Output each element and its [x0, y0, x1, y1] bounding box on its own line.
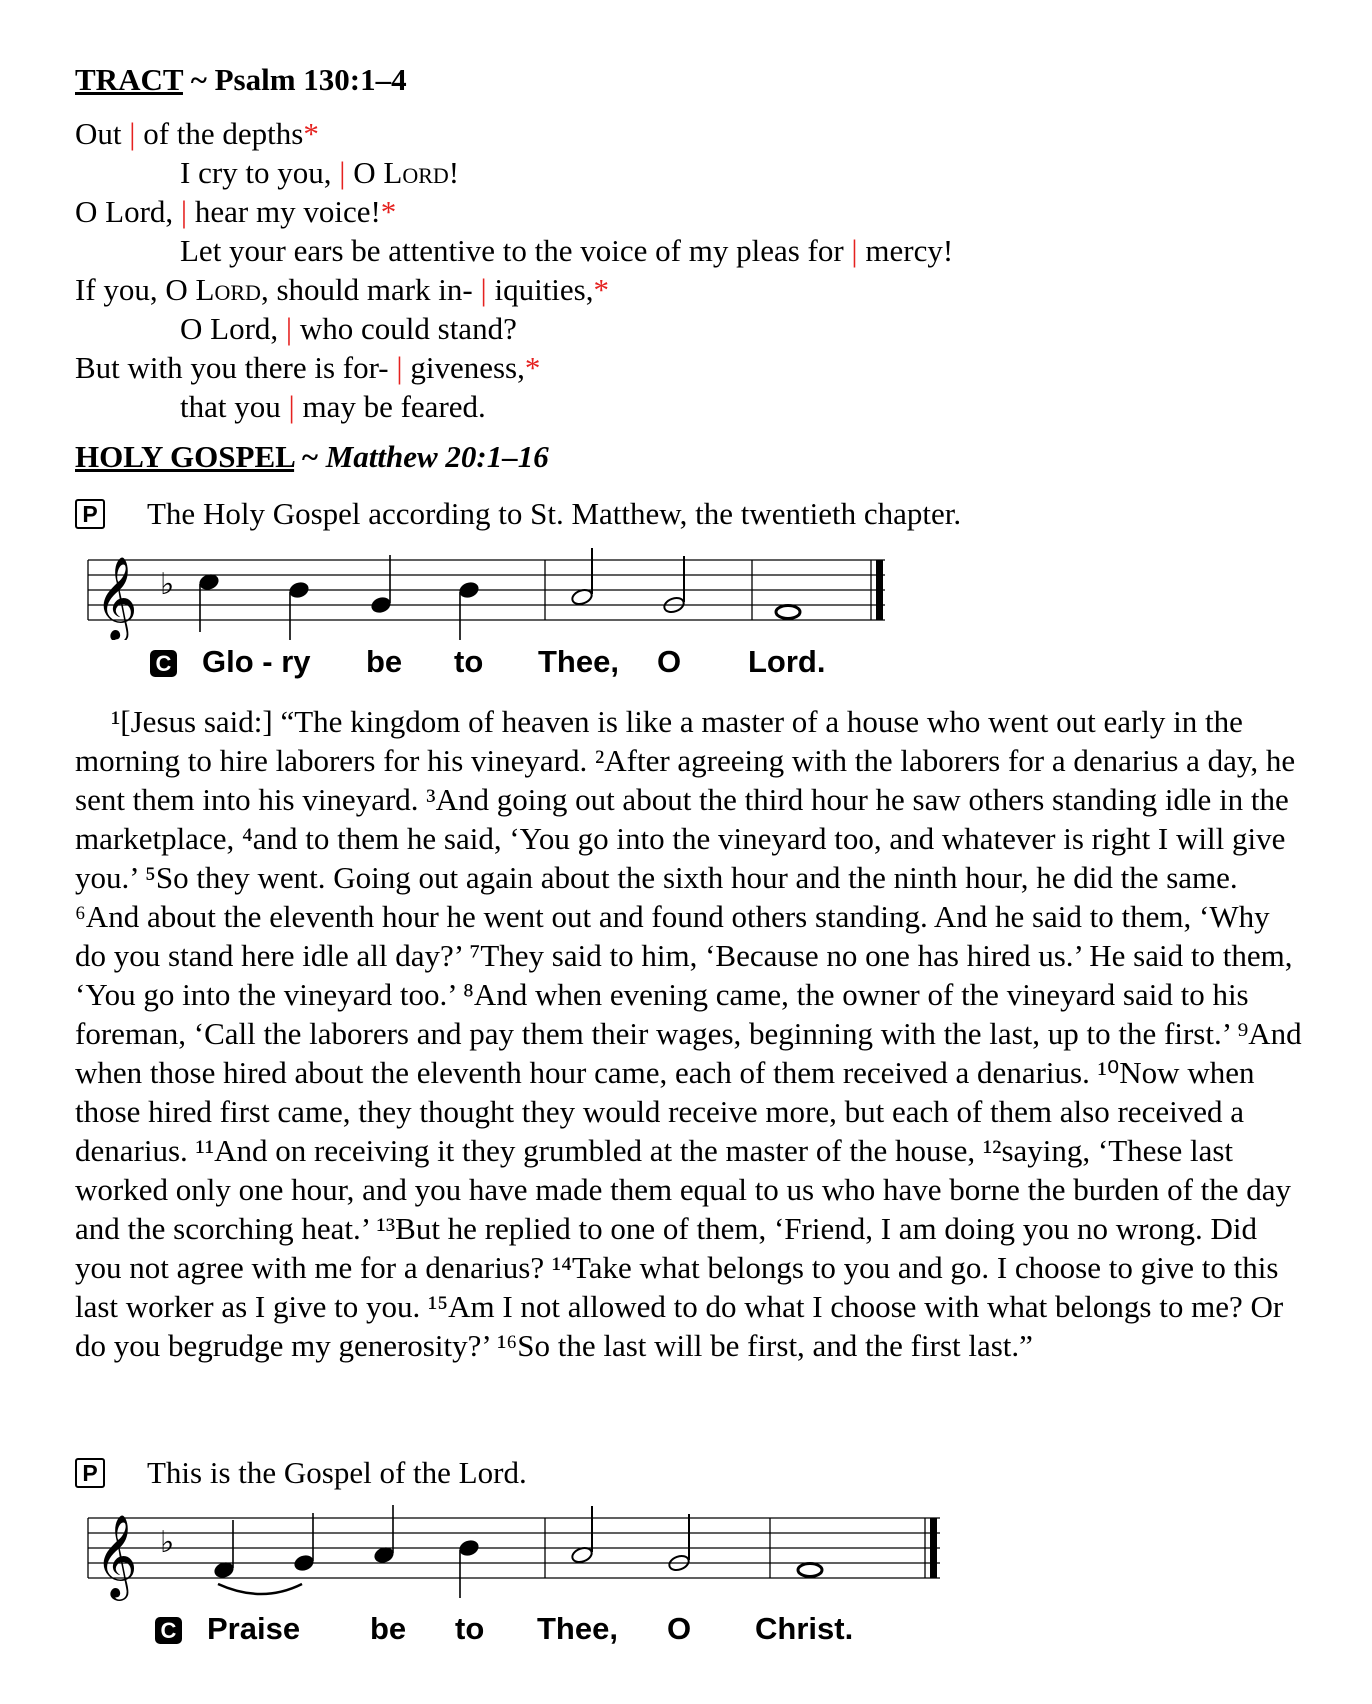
tract-verse-4: Let your ears be attentive to the voice of my pleas for | mercy! [180, 233, 954, 268]
tract-verse-5: If you, O Lord, should mark in- | iquities,* [75, 272, 609, 307]
tract-verse-7: But with you there is for- | giveness,* [75, 350, 541, 385]
gospel-heading: HOLY GOSPEL ~ Matthew 20:1–16 [75, 439, 549, 474]
lyric-word: be [370, 1611, 407, 1646]
lyric-word: Christ. [755, 1611, 854, 1646]
gospel-reading [75, 702, 1305, 1365]
lyric-word: to [454, 644, 484, 679]
slur-icon [218, 1584, 302, 1594]
lyric-word: Thee, [538, 644, 619, 679]
congregation-badge-1: C [150, 643, 177, 679]
music-staff-glory [0, 530, 1372, 640]
lyric-word: be [366, 644, 403, 679]
gospel-title: HOLY GOSPEL [75, 439, 295, 474]
lyric-word: to [455, 1611, 485, 1646]
lyric-word: Thee, [537, 1611, 618, 1646]
tract-reference: Psalm 130:1–4 [214, 62, 407, 97]
closing-text: This is the Gospel of the Lord. [147, 1455, 527, 1490]
announcement-text: The Holy Gospel according to St. Matthew, the twentieth chapter. [147, 496, 962, 531]
lyric-word: Praise [207, 1611, 301, 1646]
tract-verse-2: I cry to you, | O Lord! [180, 155, 460, 190]
tract-title: TRACT [75, 62, 183, 97]
lyric-word: Lord. [748, 644, 826, 679]
tract-heading: TRACT ~ Psalm 130:1–4 [75, 62, 407, 97]
tract-verse-6: O Lord, | who could stand? [180, 311, 517, 346]
treble-clef-icon: 𝄞 [95, 555, 138, 639]
tract-verse-3: O Lord, | hear my voice!* [75, 194, 397, 229]
lyric-word: Glo - ry [202, 644, 311, 679]
flat-icon: ♭ [160, 1525, 175, 1560]
flat-icon: ♭ [160, 567, 175, 602]
lyric-word: O [667, 1611, 692, 1646]
pastor-announcement [75, 496, 961, 532]
pastor-badge: P [75, 499, 105, 529]
treble-clef-icon: 𝄞 [95, 1513, 138, 1597]
tract-verse-1: Out | of the depths* [75, 116, 319, 151]
pastor-closing [75, 1455, 527, 1491]
congregation-badge-2: C [155, 1610, 182, 1646]
gospel-text: ¹[Jesus said:] “The kingdom of heaven is like a master of a house who went out early in the morning to hire laborers for his vineyard. ²After agreeing with the laborers for a denarius a day, he sent them into his vineyard. ³And going out about the third hour he saw others standing idle in the marketplace, ⁴and to them he said, ‘You go into the vineyard too, and whatever is right I will give you.’ ⁵So they went. Going out again about the sixth hour and the ninth hour, he did the same. ⁶And about the eleventh hour he went out and found others standing. And he said to them, ‘Why do you stand here idle all day?’ ⁷They said to him, ‘Because no one has hired us.’ He said to them, ‘You go into the vineyard too.’ ⁸And when evening came, the owner of the vineyard said to his foreman, ‘Call the laborers and pay them their wages, beginning with the last, up to the first.’ ⁹And when those hired about the eleventh hour came, each of them received a denarius. ¹⁰Now when those hired first came, they thought they would receive more, but each of them also received a denarius. ¹¹And on receiving it they grumbled at the master of the house, ¹²saying, ‘These last worked only one hour, and you have made them equal to us who have borne the burden of the day and the scorching heat.’ ¹³But he replied to one of them, ‘Friend, I am doing you no wrong. Did you not agree with me for a denarius? ¹⁴Take what belongs to you and go. I choose to give to this last worker as I give to you. ¹⁵Am I not allowed to do what I choose with what belongs to me? Or do you begrudge my generosity?’ ¹⁶So the last will be first, and the first last.” [75, 704, 1302, 1363]
lyric-word: O [657, 644, 682, 679]
music-staff-praise [0, 1488, 1372, 1608]
gospel-reference: Matthew 20:1–16 [325, 439, 549, 474]
tract-verse-8: that you | may be feared. [180, 389, 486, 424]
pastor-badge: P [75, 1458, 105, 1488]
